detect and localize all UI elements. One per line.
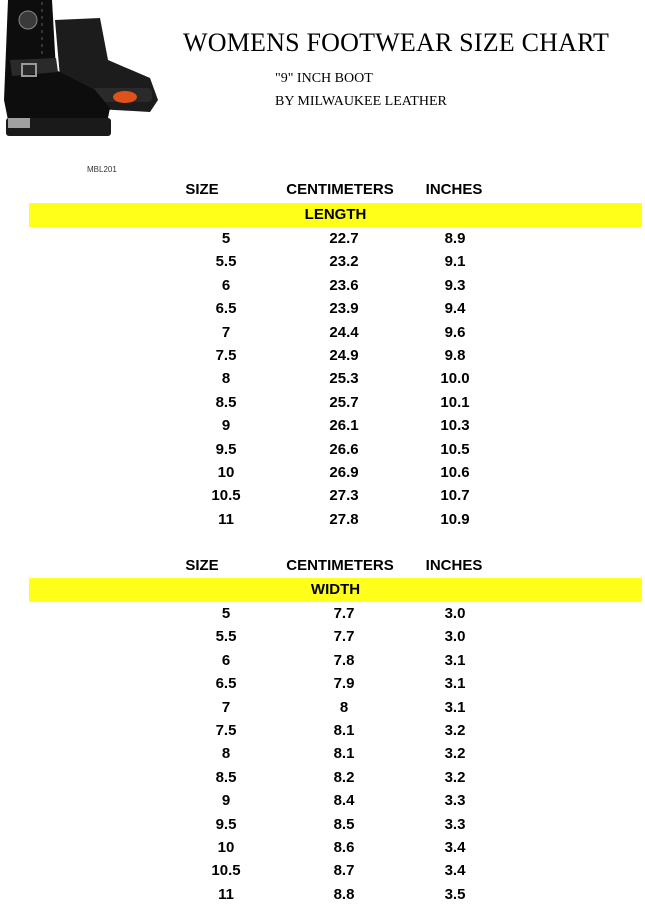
centimeters-cell: 8.5: [333, 815, 355, 833]
centimeters-cell: 23.9: [329, 300, 359, 318]
boot-product-image: [0, 0, 165, 160]
inches-cell: 9.1: [444, 253, 466, 271]
inches-cell: 9.6: [444, 323, 466, 341]
width-table: [0, 602, 645, 906]
inches-cell: 3.1: [444, 698, 466, 716]
width-row: [0, 672, 645, 695]
size-cell: 6: [221, 651, 231, 669]
inches-cell: 9.8: [444, 346, 466, 364]
centimeters-cell: 24.4: [329, 323, 359, 341]
page-title: WOMENS FOOTWEAR SIZE CHART: [183, 28, 610, 57]
width-header-centimeters: CENTIMETERS: [286, 557, 394, 574]
size-cell: 7.5: [215, 721, 237, 739]
centimeters-cell: 8.2: [333, 768, 355, 786]
centimeters-cell: 8.8: [333, 885, 355, 903]
size-cell: 9.5: [215, 440, 237, 458]
inches-cell: 3.2: [444, 745, 466, 763]
inches-cell: 3.5: [444, 885, 466, 903]
inches-cell: 10.1: [440, 393, 470, 411]
inches-cell: 3.1: [444, 675, 466, 693]
length-row: [0, 461, 645, 484]
size-cell: 7.5: [215, 346, 237, 364]
size-cell: 10: [217, 463, 235, 481]
inches-cell: 8.9: [444, 230, 466, 247]
centimeters-cell: 26.6: [329, 440, 359, 458]
size-cell: 8.5: [215, 768, 237, 786]
centimeters-cell: 8.7: [333, 862, 355, 880]
size-cell: 6.5: [215, 675, 237, 693]
inches-cell: 10.6: [440, 463, 470, 481]
length-row: [0, 297, 645, 320]
inches-cell: 3.2: [444, 768, 466, 786]
centimeters-cell: 25.3: [329, 370, 359, 388]
length-table: [0, 227, 645, 531]
size-cell: 5.5: [215, 628, 237, 646]
length-row: [0, 367, 645, 390]
centimeters-cell: 26.9: [329, 463, 359, 481]
size-cell: 9: [221, 417, 231, 435]
centimeters-cell: 8.1: [333, 745, 355, 763]
inches-cell: 9.3: [444, 276, 466, 294]
size-cell: 10.5: [211, 862, 241, 880]
centimeters-cell: 27.3: [329, 487, 359, 505]
length-row: [0, 414, 645, 437]
inches-cell: 3.4: [444, 862, 466, 880]
width-row: [0, 649, 645, 672]
inches-cell: 10.0: [440, 370, 470, 388]
inches-cell: 9.4: [444, 300, 466, 318]
inches-cell: 10.3: [440, 417, 470, 435]
length-header-size: SIZE: [185, 181, 219, 198]
size-cell: 8: [221, 370, 231, 388]
centimeters-cell: 7.7: [333, 628, 355, 646]
inches-cell: 3.0: [444, 605, 466, 622]
width-row: [0, 859, 645, 882]
length-row: [0, 227, 645, 250]
centimeters-cell: 8.6: [333, 838, 355, 856]
size-cell: 5: [221, 230, 231, 247]
width-row: [0, 625, 645, 648]
length-header-centimeters: CENTIMETERS: [286, 181, 394, 198]
centimeters-cell: 27.8: [329, 510, 359, 528]
inches-cell: 3.0: [444, 628, 466, 646]
inches-cell: 3.3: [444, 815, 466, 833]
inches-cell: 10.9: [440, 510, 470, 528]
length-row: [0, 344, 645, 367]
subtitle-boot-type: "9" INCH BOOT: [275, 71, 373, 86]
width-header-inches: INCHES: [425, 557, 483, 574]
centimeters-cell: 23.6: [329, 276, 359, 294]
centimeters-cell: 7.7: [333, 605, 355, 622]
inches-cell: 3.4: [444, 838, 466, 856]
width-row: [0, 789, 645, 812]
centimeters-cell: 24.9: [329, 346, 359, 364]
length-row: [0, 508, 645, 531]
width-header-size: SIZE: [185, 557, 219, 574]
length-header-inches: INCHES: [425, 181, 483, 198]
size-cell: 5.5: [215, 253, 237, 271]
size-cell: 6: [221, 276, 231, 294]
centimeters-cell: 8.1: [333, 721, 355, 739]
width-row: [0, 742, 645, 765]
inches-cell: 3.1: [444, 651, 466, 669]
centimeters-cell: 25.7: [329, 393, 359, 411]
size-cell: 9: [221, 792, 231, 810]
size-cell: 6.5: [215, 300, 237, 318]
width-row: [0, 766, 645, 789]
size-cell: 11: [218, 510, 234, 528]
centimeters-cell: 7.8: [333, 651, 355, 669]
subtitle-brand: BY MILWAUKEE LEATHER: [275, 94, 447, 109]
inches-cell: 3.2: [444, 721, 466, 739]
size-cell: 9.5: [215, 815, 237, 833]
centimeters-cell: 7.9: [333, 675, 355, 693]
size-cell: 5: [221, 605, 231, 622]
inches-cell: 10.7: [440, 487, 470, 505]
inches-cell: 10.5: [440, 440, 470, 458]
size-cell: 8: [221, 745, 231, 763]
length-row: [0, 484, 645, 507]
width-row: [0, 602, 645, 625]
length-row: [0, 274, 645, 297]
centimeters-cell: 8.4: [333, 792, 355, 810]
length-row: [0, 391, 645, 414]
length-row: [0, 438, 645, 461]
width-row: [0, 696, 645, 719]
size-cell: 10.5: [211, 487, 241, 505]
width-band: WIDTH: [29, 578, 642, 602]
size-cell: 7: [221, 698, 231, 716]
width-row: [0, 813, 645, 836]
size-cell: 7: [221, 323, 231, 341]
size-cell: 10: [217, 838, 235, 856]
centimeters-cell: 23.2: [329, 253, 359, 271]
length-band: LENGTH: [29, 203, 642, 227]
size-cell: 8.5: [215, 393, 237, 411]
centimeters-cell: 8: [339, 698, 349, 716]
inches-cell: 3.3: [444, 792, 466, 810]
width-row: [0, 719, 645, 742]
length-row: [0, 250, 645, 273]
length-row: [0, 321, 645, 344]
centimeters-cell: 26.1: [329, 417, 359, 435]
centimeters-cell: 22.7: [329, 230, 359, 247]
width-row: [0, 836, 645, 859]
product-code: MBL201: [87, 165, 117, 174]
size-cell: 11: [218, 885, 234, 903]
